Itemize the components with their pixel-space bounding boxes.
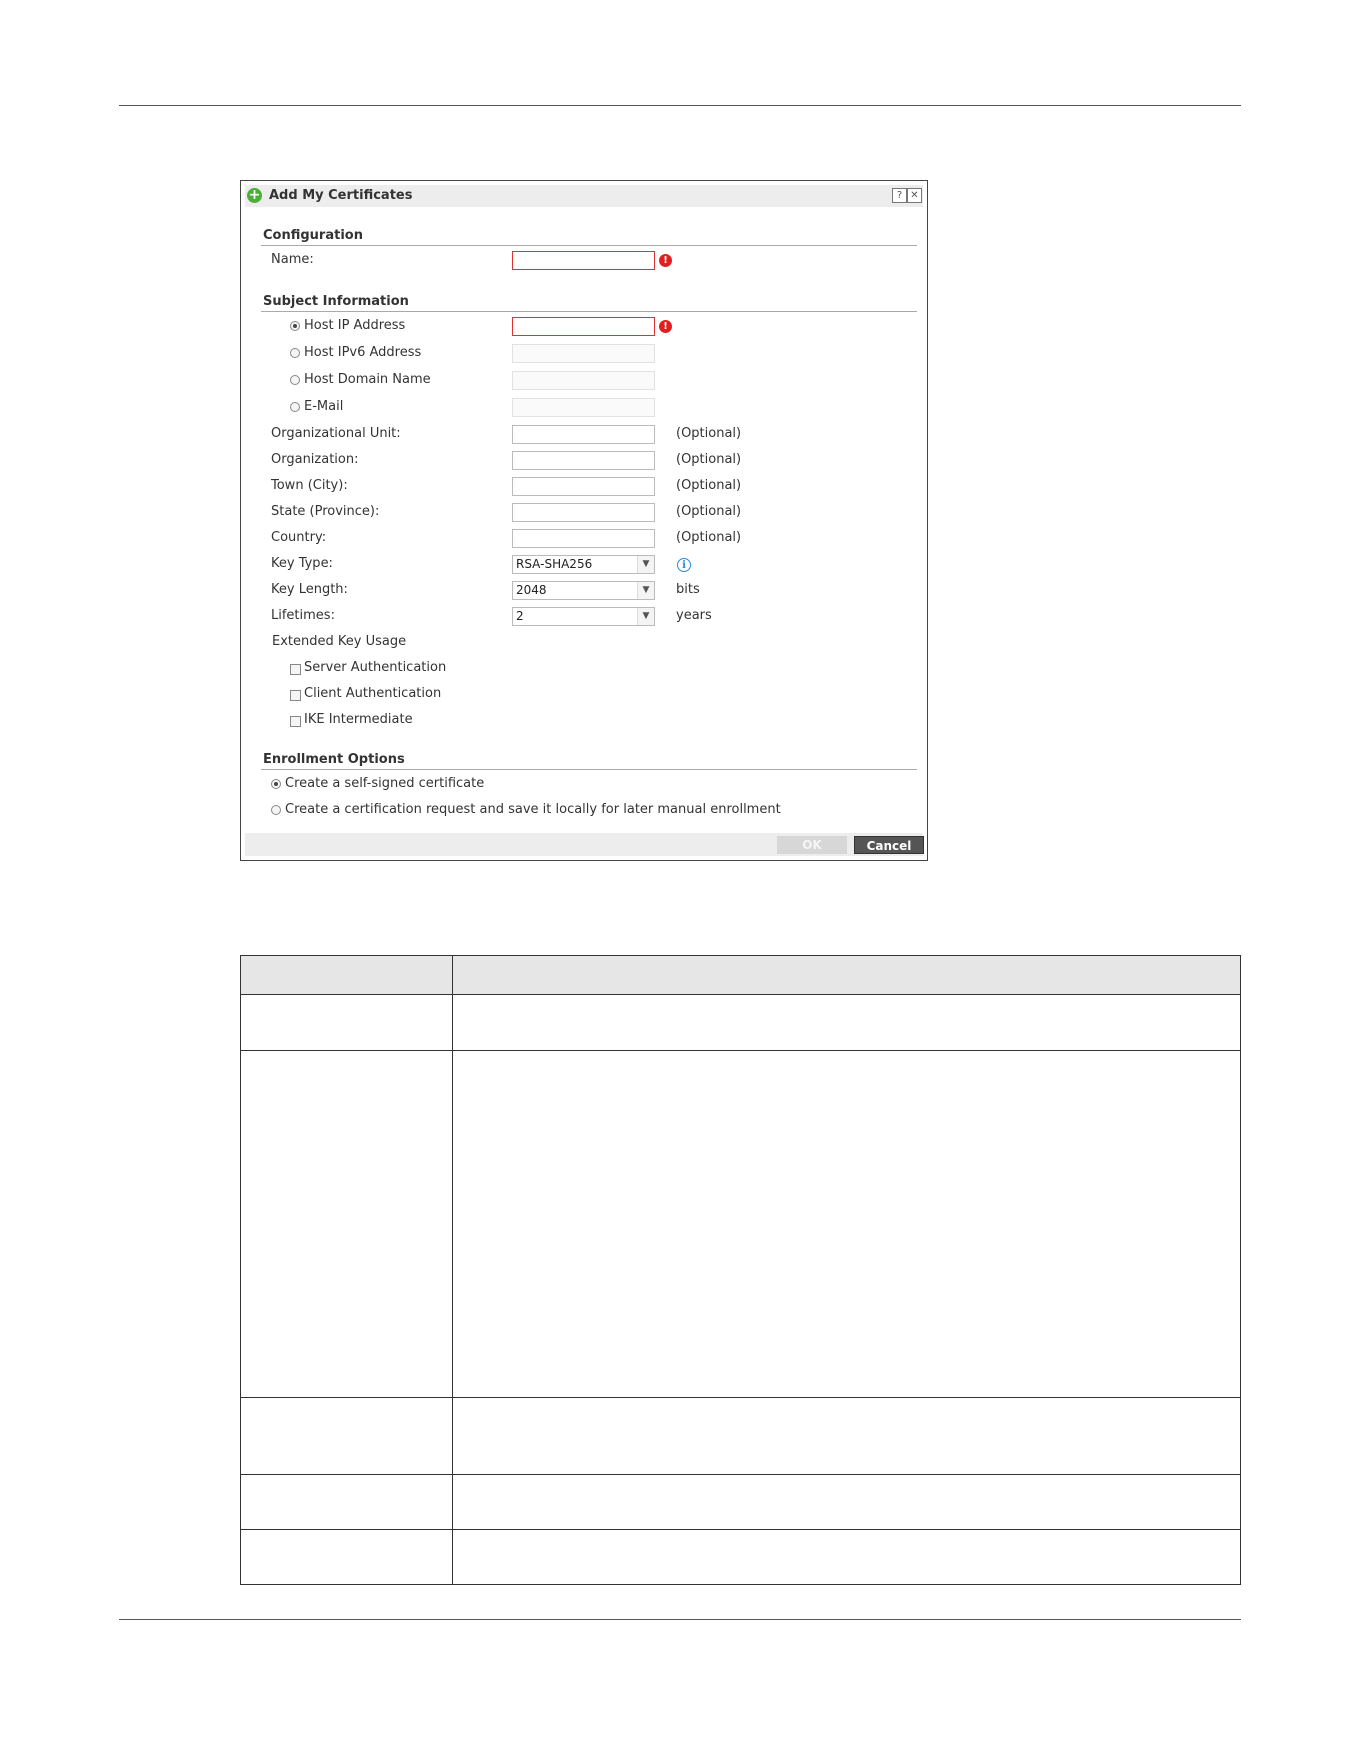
client-auth-label: Client Authentication bbox=[304, 686, 442, 701]
table-row bbox=[241, 995, 1241, 1051]
email-radio[interactable] bbox=[290, 402, 300, 412]
dialog-body bbox=[245, 207, 923, 833]
add-icon: + bbox=[248, 187, 261, 203]
table-cell bbox=[453, 1051, 1241, 1398]
section-divider bbox=[261, 311, 917, 312]
optional-note: (Optional) bbox=[676, 530, 742, 545]
ok-button[interactable]: OK bbox=[777, 836, 847, 854]
chevron-down-icon: ▼ bbox=[637, 608, 654, 625]
host-ip-label: Host IP Address bbox=[304, 318, 406, 333]
optional-note: (Optional) bbox=[676, 478, 742, 493]
host-ipv6-input[interactable] bbox=[512, 344, 655, 363]
key-length-value: 2048 bbox=[516, 583, 547, 597]
chevron-down-icon: ▼ bbox=[637, 556, 654, 573]
table-header-row bbox=[241, 956, 1241, 995]
host-domain-radio[interactable] bbox=[290, 375, 300, 385]
table-cell bbox=[453, 1475, 1241, 1530]
lifetimes-label: Lifetimes: bbox=[271, 608, 335, 623]
host-ip-input[interactable] bbox=[512, 317, 655, 336]
optional-note: (Optional) bbox=[676, 504, 742, 519]
dialog-footer bbox=[245, 833, 923, 856]
dialog-titlebar bbox=[245, 185, 923, 207]
extended-key-usage-label: Extended Key Usage bbox=[272, 634, 407, 649]
footer-rule bbox=[119, 1619, 1241, 1620]
email-label: E-Mail bbox=[304, 399, 344, 414]
close-icon[interactable]: ✕ bbox=[907, 188, 922, 203]
organization-label: Organization: bbox=[271, 452, 359, 467]
key-length-label: Key Length: bbox=[271, 582, 348, 597]
country-label: Country: bbox=[271, 530, 327, 545]
table-row bbox=[241, 1398, 1241, 1475]
state-label: State (Province): bbox=[271, 504, 380, 519]
table-cell bbox=[453, 1530, 1241, 1585]
table-header-cell bbox=[241, 956, 453, 995]
request-local-label: Create a certification request and save it locally for later manual enrollment bbox=[285, 802, 781, 817]
section-enrollment-options: Enrollment Options bbox=[263, 752, 405, 767]
host-ip-radio[interactable] bbox=[290, 321, 300, 331]
info-icon[interactable]: i bbox=[677, 558, 691, 572]
organization-input[interactable] bbox=[512, 451, 655, 470]
key-length-select[interactable] bbox=[512, 581, 655, 600]
org-unit-input[interactable] bbox=[512, 425, 655, 444]
key-type-select[interactable] bbox=[512, 555, 655, 574]
table-cell bbox=[241, 1051, 453, 1398]
table-row bbox=[241, 1530, 1241, 1585]
error-icon: ! bbox=[659, 254, 672, 267]
org-unit-label: Organizational Unit: bbox=[271, 426, 401, 441]
add-my-certificates-dialog bbox=[240, 180, 928, 861]
header-rule bbox=[119, 105, 1241, 106]
host-ipv6-label: Host IPv6 Address bbox=[304, 345, 422, 360]
section-divider bbox=[261, 245, 917, 246]
ike-intermediate-checkbox[interactable] bbox=[290, 716, 301, 727]
table-row bbox=[241, 1475, 1241, 1530]
cancel-button[interactable]: Cancel bbox=[854, 836, 924, 854]
email-input[interactable] bbox=[512, 398, 655, 417]
table-cell bbox=[241, 995, 453, 1051]
host-ipv6-radio[interactable] bbox=[290, 348, 300, 358]
state-input[interactable] bbox=[512, 503, 655, 522]
field-description-table bbox=[240, 955, 1241, 1585]
chevron-down-icon: ▼ bbox=[637, 582, 654, 599]
server-auth-checkbox[interactable] bbox=[290, 664, 301, 675]
lifetimes-select[interactable] bbox=[512, 607, 655, 626]
section-configuration: Configuration bbox=[263, 228, 363, 243]
town-label: Town (City): bbox=[271, 478, 348, 493]
self-signed-radio[interactable] bbox=[271, 779, 281, 789]
key-type-label: Key Type: bbox=[271, 556, 333, 571]
table-header-cell bbox=[453, 956, 1241, 995]
server-auth-label: Server Authentication bbox=[304, 660, 447, 675]
name-label: Name: bbox=[271, 252, 314, 267]
self-signed-label: Create a self-signed certificate bbox=[285, 776, 485, 791]
host-domain-input[interactable] bbox=[512, 371, 655, 390]
section-divider bbox=[261, 769, 917, 770]
client-auth-checkbox[interactable] bbox=[290, 690, 301, 701]
error-icon: ! bbox=[659, 320, 672, 333]
key-type-value: RSA-SHA256 bbox=[516, 557, 593, 571]
table-cell bbox=[453, 1398, 1241, 1475]
table-cell bbox=[241, 1398, 453, 1475]
dialog-title: Add My Certificates bbox=[269, 188, 413, 203]
country-input[interactable] bbox=[512, 529, 655, 548]
ike-intermediate-label: IKE Intermediate bbox=[304, 712, 413, 727]
request-local-radio[interactable] bbox=[271, 805, 281, 815]
name-input[interactable] bbox=[512, 251, 655, 270]
town-input[interactable] bbox=[512, 477, 655, 496]
help-icon[interactable]: ? bbox=[892, 188, 907, 203]
table-cell bbox=[453, 995, 1241, 1051]
table-cell bbox=[241, 1475, 453, 1530]
table-cell bbox=[241, 1530, 453, 1585]
key-length-unit: bits bbox=[676, 582, 700, 597]
optional-note: (Optional) bbox=[676, 452, 742, 467]
lifetimes-value: 2 bbox=[516, 609, 524, 623]
section-subject-information: Subject Information bbox=[263, 294, 409, 309]
optional-note: (Optional) bbox=[676, 426, 742, 441]
host-domain-label: Host Domain Name bbox=[304, 372, 431, 387]
table-row bbox=[241, 1051, 1241, 1398]
lifetimes-unit: years bbox=[676, 608, 712, 623]
